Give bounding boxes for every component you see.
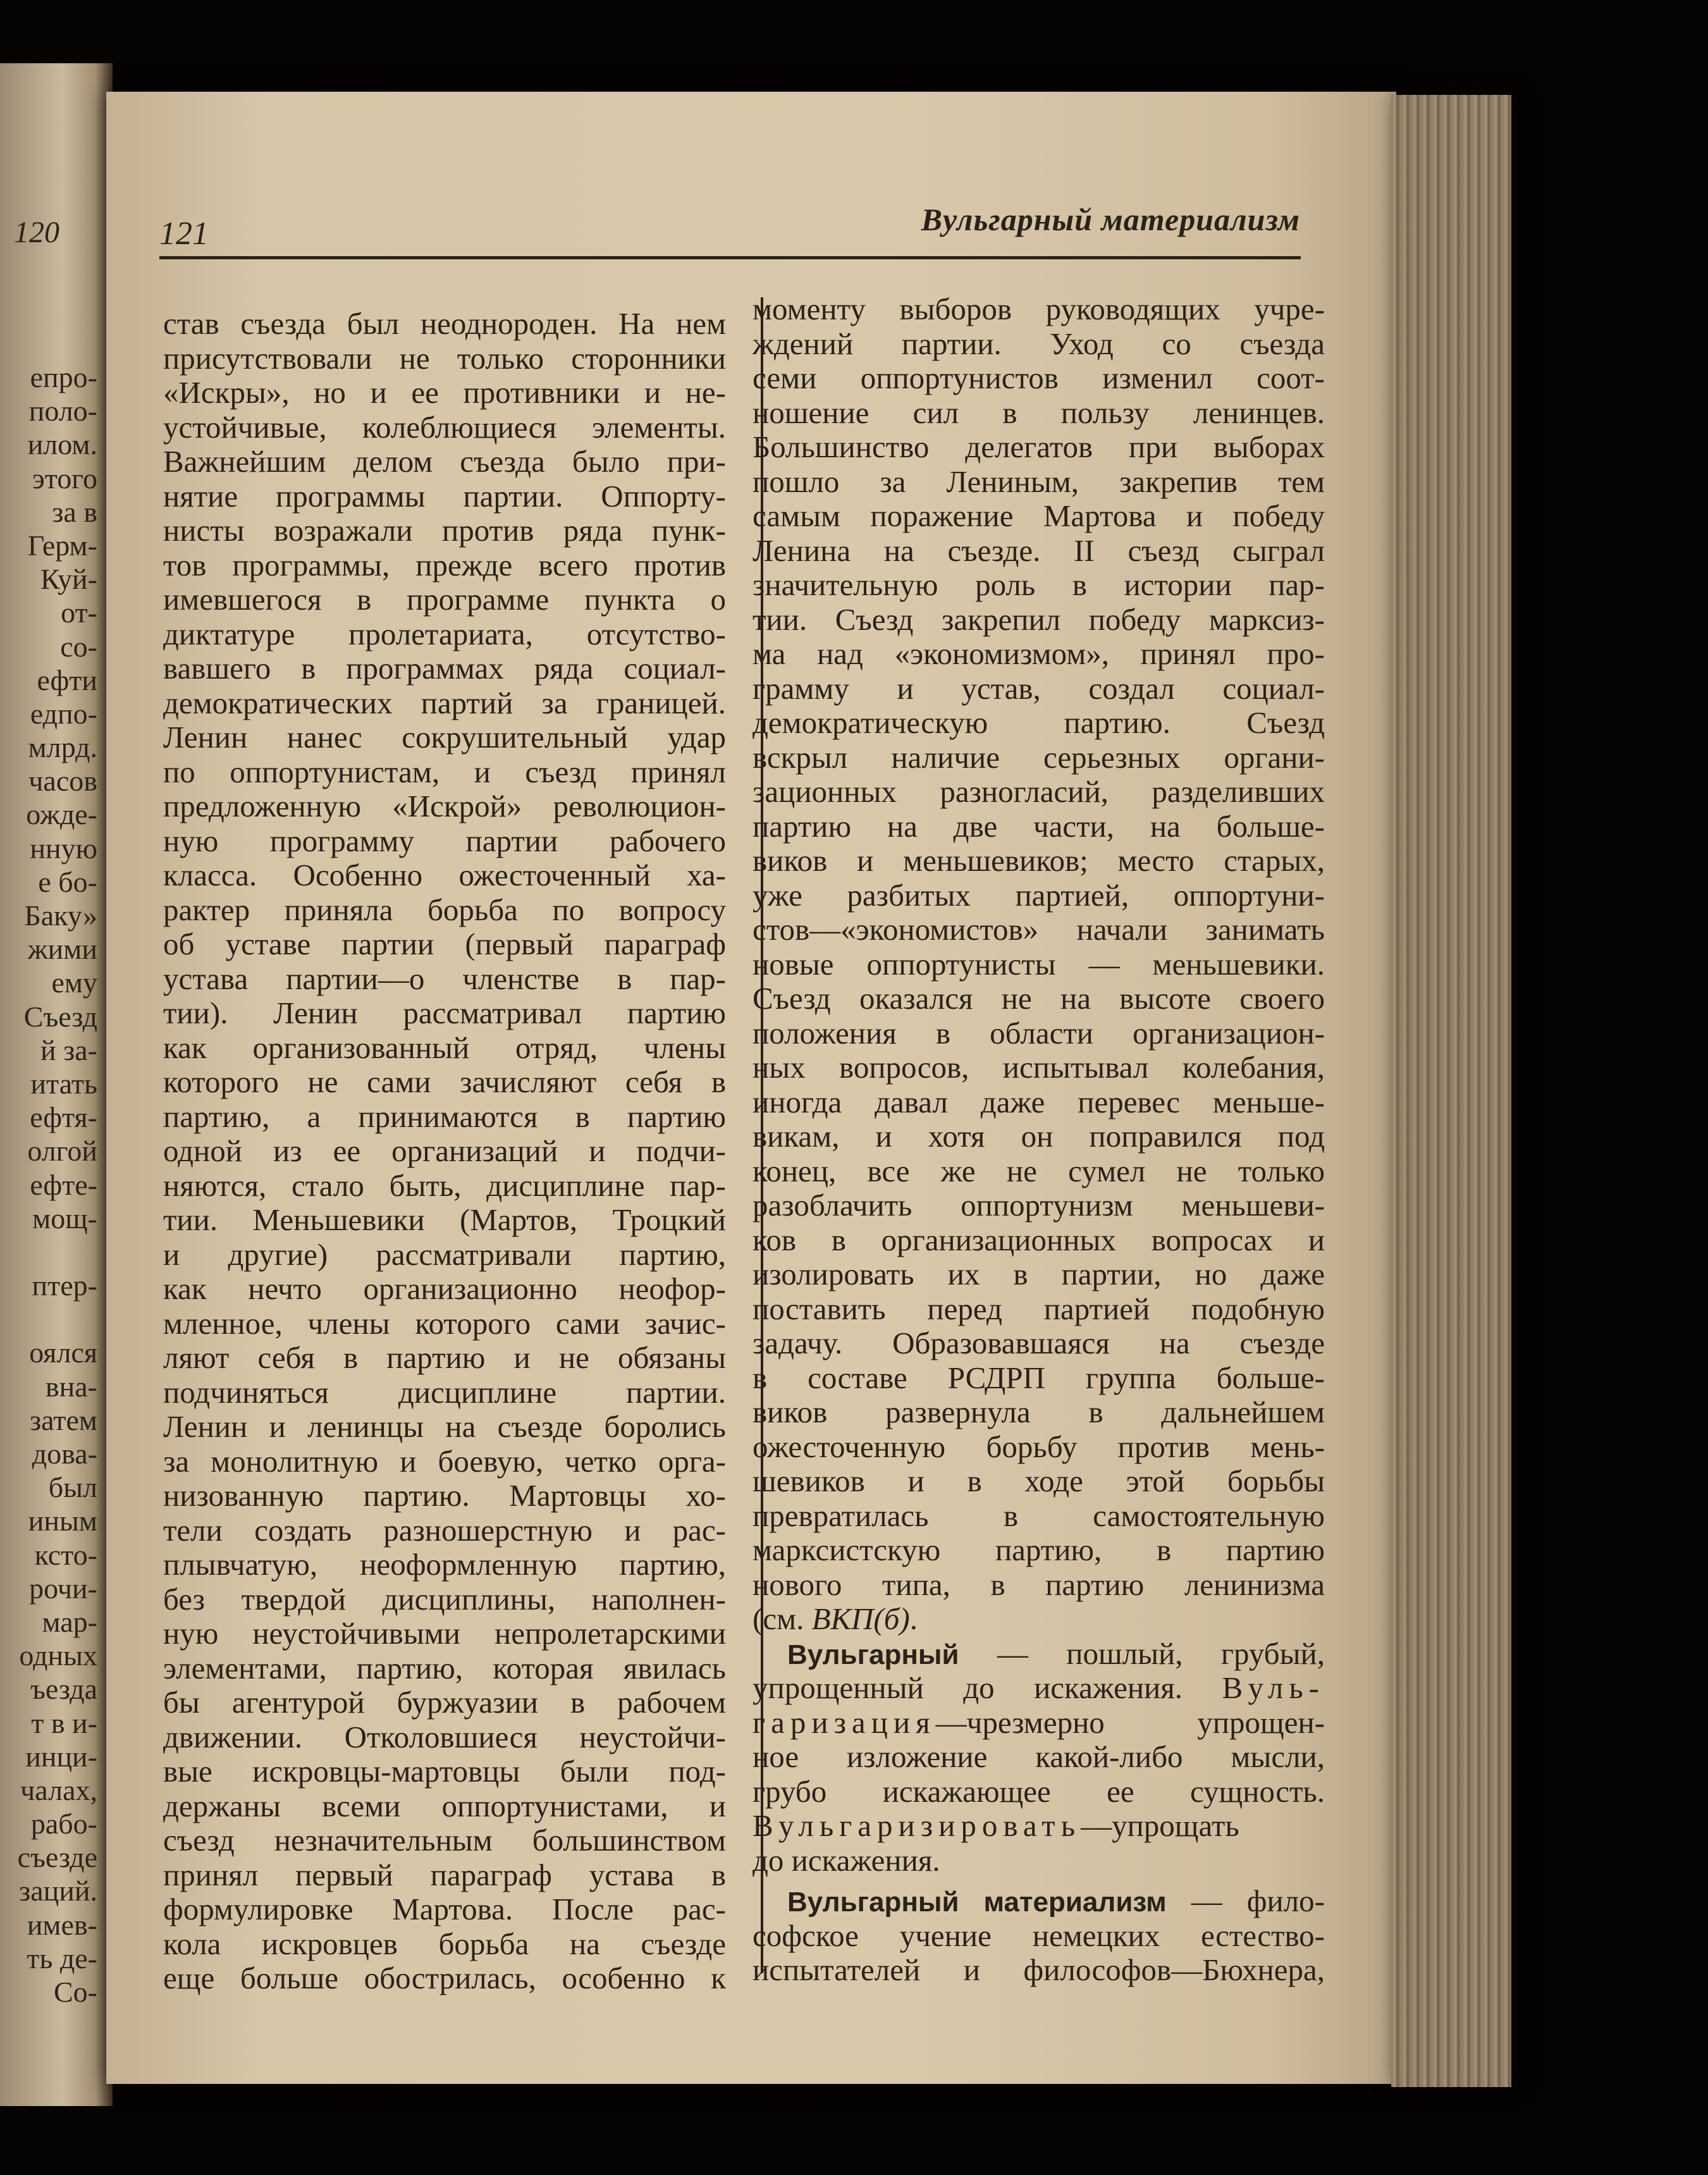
text-line: мленное, члены которого сами зачис- <box>163 1305 726 1341</box>
entry-materialism-line-3: испытателей и философов—Бюхнера, <box>753 1952 1325 1987</box>
cross-reference-close: . <box>909 1601 918 1636</box>
page-edges <box>1391 95 1511 2087</box>
entry-text: упрощенный до искажения. <box>753 1670 1183 1705</box>
previous-page-fragment: е бо- <box>38 865 97 898</box>
text-line: об уставе партии (первый параграф <box>163 927 726 961</box>
text-line: вые искровцы-мартовцы были под- <box>163 1754 726 1789</box>
text-line: ношение сил в пользу ленинцев. <box>753 395 1325 430</box>
entry-vulgar-line-3 <box>753 1706 1325 1741</box>
previous-page-fragment: поло- <box>28 395 97 428</box>
text-line: и другие) рассматривали партию, <box>163 1236 726 1272</box>
previous-page-fragment: Куй- <box>40 563 97 596</box>
previous-page-fragment: й за- <box>40 1033 97 1066</box>
text-line: съезд незначительным большинством <box>163 1823 726 1858</box>
text-line: присутствовали не только сторонники <box>163 340 726 376</box>
previous-page-fragment: чалах, <box>20 1773 97 1806</box>
text-line: низованную партию. Мартовцы хо- <box>163 1478 726 1513</box>
text-line: элементами, партию, которая явилась <box>163 1650 726 1685</box>
previous-page-fragment <box>18 1302 97 1336</box>
text-line: движении. Отколовшиеся неустойчи- <box>163 1719 726 1754</box>
text-line: марксистскую партию, в партию <box>753 1532 1325 1567</box>
text-line: демократических партий за границей. <box>163 685 726 720</box>
text-line: виков и меньшевиков; место старых, <box>753 843 1325 878</box>
previous-page-fragment: птер- <box>32 1269 97 1302</box>
previous-page-fragment: съезде <box>17 1841 97 1874</box>
text-line: вскрыл наличие серьезных органи- <box>753 739 1325 775</box>
previous-page-fragment <box>18 1235 97 1269</box>
cross-reference-open: (см. <box>753 1601 812 1636</box>
cross-reference-line <box>753 1602 1325 1637</box>
text-line: иногда давал даже перевес меньше- <box>753 1084 1325 1119</box>
previous-page-fragment: млрд. <box>28 731 97 764</box>
previous-page-fragment: олгой <box>27 1135 97 1168</box>
text-line: по оппортунистам, и съезд принял <box>163 754 726 789</box>
text-line: поставить перед партией подобную <box>753 1291 1325 1326</box>
text-line: тели создать разношерстную и рас- <box>163 1512 726 1548</box>
right-column-body <box>753 292 1325 1602</box>
text-line: нисты возражали против ряда пунк- <box>163 513 726 548</box>
text-line: изолировать их в партии, но даже <box>753 1257 1325 1291</box>
previous-page-fragment: имев- <box>27 1908 97 1941</box>
text-line: еще больше обострилась, особенно к <box>163 1961 726 1995</box>
previous-page-fragment: ъезда <box>30 1673 97 1706</box>
previous-page-fragment: мощ- <box>32 1202 97 1235</box>
text-line: как нечто организационно неофор- <box>163 1271 726 1306</box>
entry-term-vulgar: Вульгарный <box>787 1639 959 1670</box>
previous-page-fragment: со- <box>60 630 97 663</box>
text-line: няются, стало быть, дисциплине пар- <box>163 1168 726 1203</box>
entry-vulgar-line-4: ное изложение какой-либо мысли, <box>753 1739 1325 1774</box>
text-line: Важнейшим делом съезда было при- <box>163 444 726 479</box>
text-line: тии. Съезд закрепил победу марксиз- <box>753 601 1325 637</box>
previous-page-fragment: ть де- <box>27 1942 97 1975</box>
previous-page-fragment: ефте- <box>30 1168 97 1201</box>
previous-page-fragment: часов <box>28 765 97 798</box>
text-line: Ленин и ленинцы на съезде боролись <box>163 1409 726 1444</box>
previous-page-fragment: Герм- <box>27 529 97 562</box>
previous-page-fragment: одных <box>19 1639 97 1672</box>
text-line: ную программу партии рабочего <box>163 823 726 858</box>
page-number: 121 <box>159 216 209 252</box>
text-line: ляют себя в партию и не обязаны <box>163 1340 726 1375</box>
text-line: конец, все же не сумел не только <box>753 1153 1325 1188</box>
previous-page-fragment: рабо- <box>30 1808 97 1840</box>
entry-text: — фило- <box>1166 1883 1325 1918</box>
previous-page-fragment: ефти <box>37 663 97 696</box>
text-line: шевиков и в ходе этой борьбы <box>753 1463 1325 1498</box>
previous-page-fragment: едпо- <box>30 697 97 730</box>
text-line: Большинство делегатов при выборах <box>753 429 1325 464</box>
left-column <box>163 307 726 1996</box>
text-line: диктатуре пролетариата, отсутство- <box>163 616 726 651</box>
text-line: в составе РСДРП группа больше- <box>753 1360 1325 1395</box>
entry-text: —упрощать <box>1081 1808 1239 1843</box>
cross-reference-link[interactable]: ВКП(б) <box>811 1601 910 1636</box>
previous-page-fragment: был <box>48 1471 97 1504</box>
text-line: ма над «экономизмом», принял про- <box>753 636 1325 671</box>
previous-page-fragment: итать <box>30 1067 97 1100</box>
previous-page-number: 120 <box>14 216 59 249</box>
text-line: значительную роль в истории пар- <box>753 567 1325 602</box>
previous-page-fragment: мар- <box>42 1605 97 1638</box>
entry-term-vulgar-materialism: Вульгарный материализм <box>787 1887 1167 1918</box>
previous-page-fragment: Съезд <box>23 1000 97 1033</box>
previous-page-fragment: жими <box>27 933 97 966</box>
text-line: Съезд оказался не на высоте своего <box>753 981 1325 1016</box>
entry-vulgar-line-7: до искажения. <box>753 1842 940 1878</box>
running-head: Вульгарный материализм <box>921 202 1300 237</box>
previous-page-fragment: оялся <box>29 1336 97 1369</box>
entry-text: —чрезмерно упрощен- <box>935 1704 1325 1740</box>
previous-page-fragment: инци- <box>25 1740 97 1773</box>
text-line: устойчивые, колеблющиеся элементы. <box>163 409 726 445</box>
entry-vulgar-line-6 <box>753 1809 1325 1844</box>
text-line: одной из ее организаций и подчи- <box>163 1133 726 1168</box>
previous-page-fragment: Со- <box>54 1976 97 2008</box>
header-rule <box>159 256 1301 259</box>
text-line: держаны всеми оппортунистами, и <box>163 1788 726 1823</box>
previous-page-fragment: дова- <box>32 1438 97 1470</box>
previous-page-fragment: за в <box>52 495 97 528</box>
text-line: став съезда был неоднороден. На нем <box>163 306 726 341</box>
text-line: как организованный отряд, члены <box>163 1030 726 1065</box>
previous-page <box>0 63 113 2106</box>
text-line: которого не сами зачисляют себя в <box>163 1064 726 1099</box>
entry-vulgar-line-5: грубо искажающее ее сущность. <box>753 1773 1325 1809</box>
previous-page-fragment: ему <box>51 966 97 999</box>
entry-subterm-vulgarize: Вульгаризировать <box>753 1808 1081 1843</box>
text-line: новые оппортунисты — меньшевики. <box>753 946 1325 982</box>
text-line: тов программы, прежде всего против <box>163 547 726 582</box>
entry-text: — пошлый, грубый, <box>959 1636 1325 1671</box>
text-line: разоблачить оппортунизм меньшеви- <box>753 1188 1325 1223</box>
previous-page-fragment: Баку» <box>24 899 97 932</box>
text-line: нятие программы партии. Оппорту- <box>163 478 726 514</box>
text-line: ных вопросов, испытывал колебания, <box>753 1050 1325 1085</box>
text-line: викам, и хотя он поправился под <box>753 1119 1325 1154</box>
text-line: вавшего в программах ряда социал- <box>163 651 726 686</box>
previous-page-text-fragments <box>18 360 97 2009</box>
previous-page-fragment: нную <box>30 832 97 865</box>
text-line: класса. Особенно ожесточенный ха- <box>163 858 726 892</box>
text-line: грамму и устав, создал социал- <box>753 670 1325 706</box>
text-line: положения в области организацион- <box>753 1015 1325 1051</box>
text-line: виков развернула в дальнейшем <box>753 1395 1325 1429</box>
text-line: предложенную «Искрой» революцион- <box>163 789 726 823</box>
text-line: устава партии—о членстве в пар- <box>163 961 726 996</box>
text-line: уже разбитых партией, оппортуни- <box>753 877 1325 913</box>
text-line: моменту выборов руководящих учре- <box>753 292 1325 326</box>
text-line: Ленин нанес сокрушительный удар <box>163 720 726 755</box>
text-line: семи оппортунистов изменил соот- <box>753 360 1325 395</box>
previous-page-fragment: затем <box>29 1403 97 1436</box>
entry-vulgar-line-2 <box>753 1671 1325 1706</box>
previous-page-fragment: т в и- <box>31 1706 97 1739</box>
text-line: имевшегося в программе пункта о <box>163 582 726 617</box>
text-line: ков в организационных вопросах и <box>753 1222 1325 1257</box>
text-line: демократическую партию. Съезд <box>753 705 1325 740</box>
entry-subterm-vulgarization: гаризация <box>753 1704 936 1740</box>
text-line: ожесточенную борьбу против мень- <box>753 1429 1325 1464</box>
entry-subterm: Вуль- <box>1222 1670 1325 1705</box>
previous-page-fragment: илом. <box>27 428 97 461</box>
text-line: принял первый параграф устава в <box>163 1857 726 1892</box>
previous-page-fragment: от- <box>61 596 97 629</box>
text-line: превратилась в самостоятельную <box>753 1498 1325 1533</box>
previous-page-fragment: епро- <box>30 361 97 393</box>
previous-page-fragment: заций. <box>19 1875 97 1907</box>
text-line: без твердой дисциплины, наполнен- <box>163 1581 726 1617</box>
text-line: самым поражение Мартова и победу <box>753 498 1325 533</box>
text-line: тии. Меньшевики (Мартов, Троцкий <box>163 1202 726 1237</box>
entry-materialism-line-2: софское учение немецких естество- <box>753 1918 1325 1953</box>
previous-page-fragment: иным <box>28 1505 97 1537</box>
entry-materialism-line-1 <box>753 1884 1325 1919</box>
text-line: «Искры», но и ее противники и не- <box>163 375 726 410</box>
previous-page-fragment: этого <box>32 462 97 495</box>
previous-page-fragment: вна- <box>45 1370 97 1403</box>
previous-page-fragment: ксто- <box>34 1538 97 1571</box>
text-line: пошло за Лениным, закрепив тем <box>753 464 1325 499</box>
right-column <box>753 292 1325 1988</box>
text-line: партию на две части, на больше- <box>753 808 1325 844</box>
text-line: ную неустойчивыми непролетарскими <box>163 1616 726 1651</box>
text-line: ждений партии. Уход со съезда <box>753 326 1325 361</box>
text-line: бы агентурой буржуазии в рабочем <box>163 1685 726 1720</box>
text-line: партию, а принимаются в партию <box>163 1099 726 1134</box>
text-line: кола искровцев борьба на съезде <box>163 1926 726 1961</box>
entry-vulgar-line-1 <box>753 1637 1325 1672</box>
previous-page-fragment: ожде- <box>26 798 97 831</box>
text-line: за монолитную и боевую, четко орга- <box>163 1443 726 1479</box>
text-line: Ленина на съезде. II съезд сыграл <box>753 533 1325 568</box>
previous-page-fragment: рочи- <box>29 1572 97 1605</box>
text-line: тии). Ленин рассматривал партию <box>163 995 726 1030</box>
text-line: формулировке Мартова. После рас- <box>163 1892 726 1926</box>
text-line: задачу. Образовавшаяся на съезде <box>753 1326 1325 1360</box>
text-line: зационных разногласий, разделивших <box>753 774 1325 809</box>
previous-page-fragment: ефтя- <box>30 1101 97 1134</box>
text-line: подчиняться дисциплине партии. <box>163 1374 726 1410</box>
text-line: рактер приняла борьба по вопросу <box>163 892 726 927</box>
text-line: стов—«экономистов» начали занимать <box>753 912 1325 947</box>
text-line: плывчатую, неоформленную партию, <box>163 1547 726 1582</box>
text-line: нового типа, в партию ленинизма <box>753 1567 1325 1602</box>
